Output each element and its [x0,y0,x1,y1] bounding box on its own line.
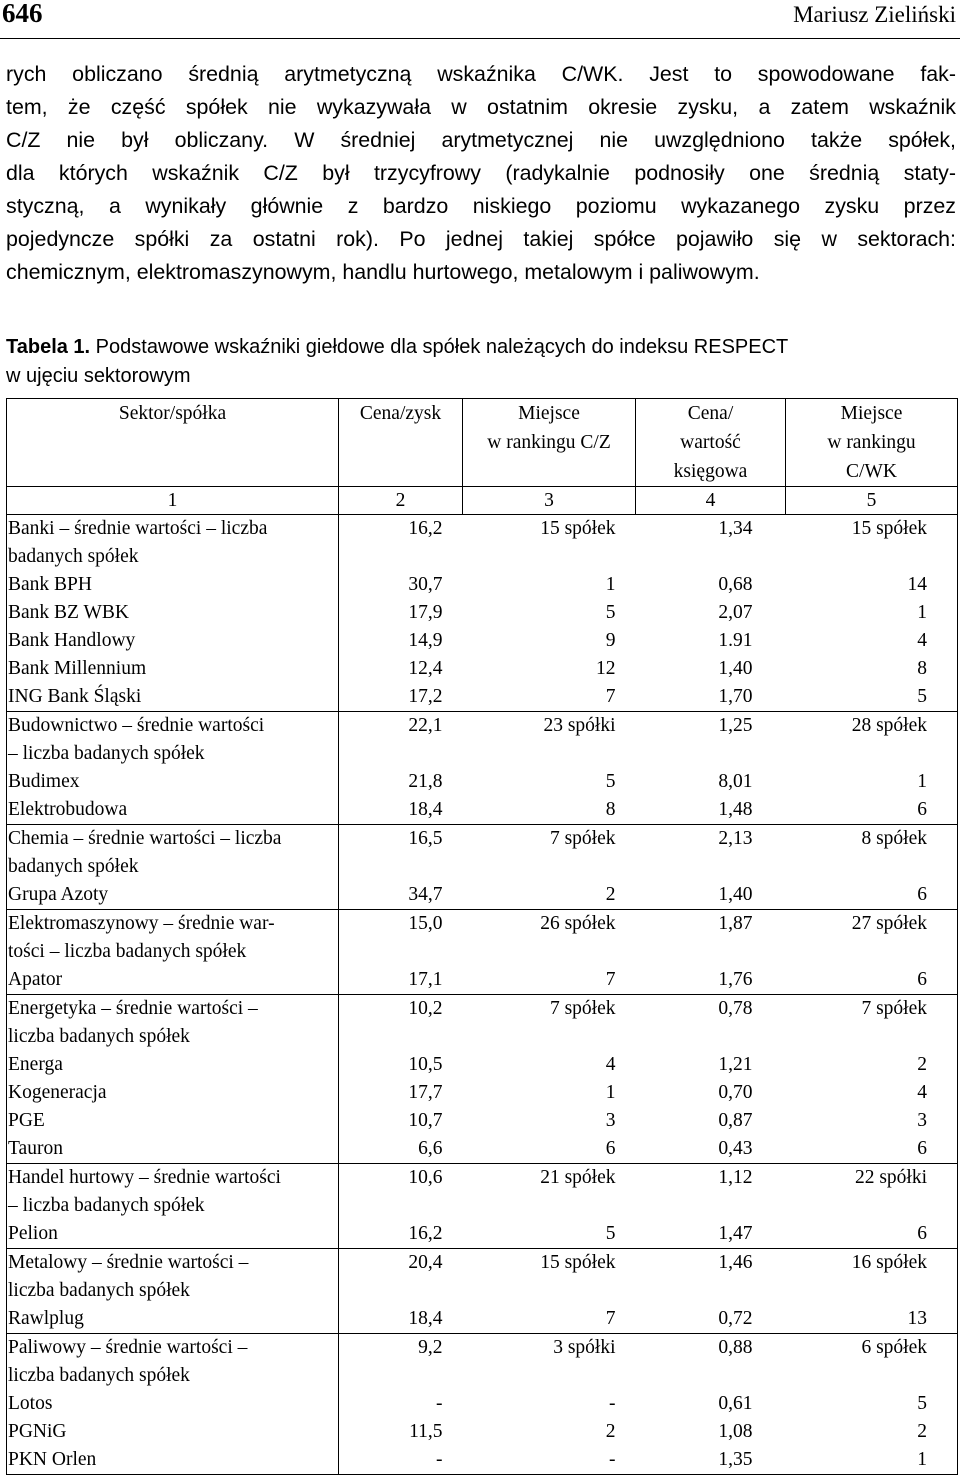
cell-price-book: 2,07 [718,602,753,623]
company-row [7,1079,958,1107]
column-number: 3 [463,487,636,515]
running-author: Mariusz Zieliński [793,2,956,27]
cell-rank-cwk: 4 [786,1079,958,1107]
cell-price-book: 1,08 [718,1421,753,1442]
cell-price-earnings: 18,4 [408,1308,443,1329]
company-row [7,966,958,995]
sector-summary-row [7,1164,958,1221]
cell-rank-cwk: 22 spółki [786,1164,958,1221]
cell-price-earnings: 10,7 [408,1110,443,1131]
cell-rank-cwk: 1 [786,1446,958,1475]
cell-rank-cz: 15 spółek [463,515,636,572]
company-row [7,1051,958,1079]
cell-rank-cz: 26 spółek [463,910,636,967]
company-row [7,1390,958,1418]
cell-price-book: 1,87 [636,910,786,967]
cell-price-book: 0,88 [636,1334,786,1391]
cell-price-book: 1,76 [718,969,753,990]
cell-price-book: 1,21 [718,1054,753,1075]
cell-name: Pelion [7,1220,339,1249]
header-rank-cz: Miejsce w rankingu C/Z [463,399,636,487]
cell-rank-cwk: 1 [786,599,958,627]
cell-price-book: 1,25 [636,712,786,769]
table-body [7,515,958,1475]
cell-rank-cz: 23 spółki [463,712,636,769]
caption-text-2: w ujęciu sektorowym [6,365,191,387]
cell-price-earnings: 6,6 [418,1138,443,1159]
company-row [7,1135,958,1164]
cell-price-earnings: 10,6 [339,1164,463,1221]
cell-rank-cz: 7 [605,969,616,990]
cell-rank-cwk: 13 [786,1305,958,1334]
cell-price-book: 0,68 [718,574,753,595]
cell-price-earnings: 15,0 [339,910,463,967]
cell-rank-cz: 21 spółek [463,1164,636,1221]
sector-summary-row [7,1249,958,1306]
cell-rank-cz: 1 [605,1082,616,1103]
caption-text: Podstawowe wskaźniki giełdowe dla spółek należących do indeksu RESPECT [90,336,789,358]
cell-rank-cz: 3 spółki [463,1334,636,1391]
cell-rank-cwk: 5 [786,683,958,712]
table-caption [6,333,906,391]
cell-price-book: 0,72 [718,1308,753,1329]
cell-price-book: 8,01 [718,771,753,792]
cell-name: PGE [7,1107,339,1135]
cell-rank-cwk: 6 [786,1135,958,1164]
cell-price-book: 1,40 [718,658,753,679]
cell-price-earnings: 9,2 [339,1334,463,1391]
company-row [7,599,958,627]
cell-rank-cwk: 8 [786,655,958,683]
cell-price-book: 1,47 [718,1223,753,1244]
cell-price-book: 0,87 [718,1110,753,1131]
cell-price-book: 0,61 [718,1393,753,1414]
cell-rank-cz: 7 [605,1308,616,1329]
cell-price-earnings: 18,4 [408,799,443,820]
cell-rank-cz: 7 spółek [463,995,636,1052]
cell-rank-cz: 5 [605,1223,616,1244]
cell-rank-cz: 12 [596,658,616,679]
cell-price-earnings: 17,7 [408,1082,443,1103]
header-price-earnings: Cena/zysk [339,399,463,487]
sector-summary-row [7,825,958,882]
company-row [7,796,958,825]
sector-summary-row [7,995,958,1052]
cell-rank-cwk: 5 [786,1390,958,1418]
cell-rank-cz: - [463,1446,636,1475]
cell-rank-cwk: 2 [786,1051,958,1079]
body-line: pojedyncze spółki za ostatni rok). Po jednej takiej spółce pojawiło się w sektorach: [6,227,956,251]
cell-name: Rawlplug [7,1305,339,1334]
cell-rank-cz: 4 [605,1054,616,1075]
cell-name: Elektrobudowa [7,796,339,825]
sector-summary-row [7,1334,958,1391]
cell-price-earnings: 17,2 [408,686,443,707]
cell-name: Paliwowy – średnie wartości – liczba badanych spółek [7,1334,339,1391]
sector-summary-row [7,515,958,572]
cell-rank-cz: 2 [605,884,616,905]
cell-rank-cwk: 2 [786,1418,958,1446]
cell-name: Bank BPH [7,571,339,599]
cell-name: Handel hurtowy – średnie wartości – liczba badanych spółek [7,1164,339,1221]
cell-price-book: 0,70 [718,1082,753,1103]
cell-name: Energa [7,1051,339,1079]
cell-price-earnings: 22,1 [339,712,463,769]
cell-price-earnings: - [339,1446,463,1475]
cell-name: Elektromaszynowy – średnie war- tości – liczba badanych spółek [7,910,339,967]
cell-name: Tauron [7,1135,339,1164]
column-number: 2 [339,487,463,515]
cell-price-book: 0,43 [718,1138,753,1159]
cell-price-earnings: 20,4 [339,1249,463,1306]
cell-price-book: 1,40 [718,884,753,905]
cell-rank-cwk: 6 [786,796,958,825]
cell-name: ING Bank Śląski [7,683,339,712]
column-number: 4 [636,487,786,515]
column-number-row [7,487,958,515]
company-row [7,768,958,796]
cell-price-earnings: 30,7 [408,574,443,595]
cell-name: Lotos [7,1390,339,1418]
sector-summary-row [7,712,958,769]
cell-price-earnings: 21,8 [408,771,443,792]
cell-price-book: 1,35 [636,1446,786,1475]
company-row [7,1220,958,1249]
cell-rank-cwk: 15 spółek [786,515,958,572]
cell-price-earnings: - [436,1393,443,1414]
cell-rank-cwk: 27 spółek [786,910,958,967]
cell-price-earnings: 17,9 [408,602,443,623]
cell-rank-cz: 3 [605,1110,616,1131]
cell-name: Bank BZ WBK [7,599,339,627]
cell-price-earnings: 16,2 [408,1223,443,1244]
cell-price-earnings: 17,1 [408,969,443,990]
cell-name: Energetyka – średnie wartości – liczba badanych spółek [7,995,339,1052]
body-line: chemicznym, elektromaszynowym, handlu hurtowego, metalowym i paliwowym. [6,260,760,284]
cell-name: Grupa Azoty [7,881,339,910]
cell-name: Bank Millennium [7,655,339,683]
body-line: rych obliczano średnią arytmetyczną wskaźnika C/WK. Jest to spowodowane fak- [6,62,956,86]
page-number: 646 [2,0,43,28]
column-number: 5 [786,487,958,515]
company-row [7,1418,958,1446]
cell-rank-cwk: 6 [786,1220,958,1249]
cell-rank-cwk: 7 spółek [786,995,958,1052]
cell-rank-cz: - [609,1393,616,1414]
cell-price-earnings: 16,2 [339,515,463,572]
header-rank-cwk: Miejsce w rankingu C/WK [786,399,958,487]
body-line: dla których wskaźnik C/Z był trzycyfrowy (radykalnie podnosiły one średnią staty- [6,161,956,185]
cell-rank-cz: 6 [605,1138,616,1159]
cell-rank-cwk: 1 [786,768,958,796]
cell-price-earnings: 14,9 [408,630,443,651]
cell-price-book: 1,34 [636,515,786,572]
cell-price-book: 1,12 [636,1164,786,1221]
cell-name: Banki – średnie wartości – liczba badanych spółek [7,515,339,572]
cell-name: Chemia – średnie wartości – liczba badanych spółek [7,825,339,882]
indicators-table [6,398,958,1475]
cell-rank-cz: 9 [605,630,616,651]
cell-price-earnings: 34,7 [408,884,443,905]
cell-price-earnings: 16,5 [339,825,463,882]
caption-label: Tabela 1. [6,336,91,358]
cell-rank-cwk: 4 [786,627,958,655]
cell-rank-cwk: 3 [786,1107,958,1135]
cell-rank-cz: 7 [605,686,616,707]
cell-name: PGNiG [7,1418,339,1446]
cell-name: Budownictwo – średnie wartości – liczba badanych spółek [7,712,339,769]
cell-price-earnings: 10,2 [339,995,463,1052]
company-row [7,571,958,599]
header-sector: Sektor/spółka [7,399,339,487]
cell-name: Metalowy – średnie wartości – liczba badanych spółek [7,1249,339,1306]
cell-name: Budimex [7,768,339,796]
company-row [7,1107,958,1135]
company-row [7,683,958,712]
cell-rank-cwk: 28 spółek [786,712,958,769]
cell-price-earnings: 10,5 [408,1054,443,1075]
header-price-book: Cena/ wartość księgowa [636,399,786,487]
company-row [7,655,958,683]
body-line: C/Z nie był obliczany. W średniej arytmetycznej nie uwzględniono także spółek, [6,128,956,152]
cell-rank-cwk: 8 spółek [786,825,958,882]
body-line: tem, że część spółek nie wykazywała w ostatnim okresie zysku, a zatem wskaźnik [6,95,956,119]
cell-rank-cwk: 16 spółek [786,1249,958,1306]
cell-price-earnings: 12,4 [408,658,443,679]
cell-rank-cwk: 6 [786,881,958,910]
cell-rank-cz: 15 spółek [463,1249,636,1306]
cell-rank-cz: 7 spółek [463,825,636,882]
company-row [7,1305,958,1334]
company-row [7,627,958,655]
cell-name: Apator [7,966,339,995]
sector-summary-row [7,910,958,967]
body-line: styczną, a wynikały głównie z bardzo niskiego poziomu wykazanego zysku przez [6,194,956,218]
body-paragraph [6,58,956,289]
cell-rank-cwk: 6 spółek [786,1334,958,1391]
company-row [7,881,958,910]
cell-price-book: 1.91 [718,630,753,651]
cell-rank-cz: 5 [605,602,616,623]
cell-name: PKN Orlen [7,1446,339,1475]
cell-price-book: 2,13 [636,825,786,882]
cell-rank-cz: 2 [605,1421,616,1442]
page-header [0,0,960,39]
cell-rank-cz: 5 [605,771,616,792]
cell-rank-cwk: 6 [786,966,958,995]
column-number: 1 [7,487,339,515]
cell-price-book: 1,48 [718,799,753,820]
cell-price-book: 1,70 [718,686,753,707]
cell-name: Bank Handlowy [7,627,339,655]
cell-rank-cz: 1 [605,574,616,595]
cell-price-earnings: 11,5 [409,1421,443,1442]
company-row [7,1446,958,1475]
cell-price-book: 1,46 [636,1249,786,1306]
cell-name: Kogeneracja [7,1079,339,1107]
table-header-row [7,399,958,487]
cell-price-book: 0,78 [636,995,786,1052]
cell-rank-cz: 8 [605,799,616,820]
cell-rank-cwk: 14 [786,571,958,599]
